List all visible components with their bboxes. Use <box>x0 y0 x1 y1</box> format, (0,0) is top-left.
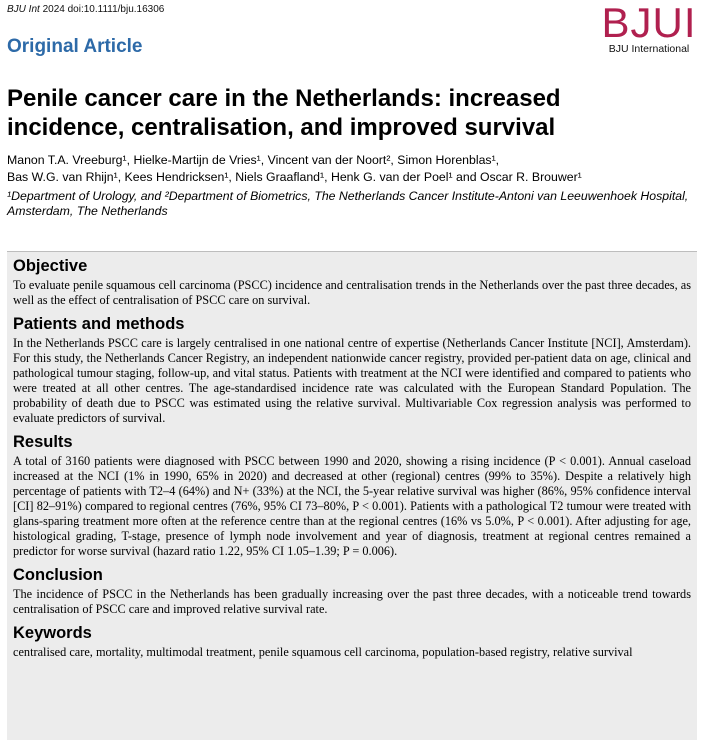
journal-citation <box>7 4 164 15</box>
logo-mark: BJUI <box>601 0 697 46</box>
authors-line-2 <box>7 169 687 186</box>
author-list <box>7 152 687 186</box>
keywords-heading: Keywords <box>13 624 92 642</box>
results-text: A total of 3160 patients were diagnosed with PSCC between 1990 and 2020, showing a rising incidence (P < 0.001). Annual caseload increased at the NCI (1% in 1990, 65% in 2020) and decreased at other (regional) centres (99% to 35%). Despite a relatively high percentage of patients with T2–4 (64%) and N+ (33%) at the NCI, the 5-year relative survival was higher (86%, 95% confidence interval [CI] 82–91%) compared to regional centres (76%, 95% CI 73–80%, P < 0.001). Patients with a pathological T2 tumour were treated with glans-sparing treatment more often at the reference centre than at the regional centres (16% vs 5.0%, P < 0.001). After adjusting for age, histological grading, T-stage, presence of lymph node involvement and year of diagnosis, treatment at regional centres remained a predictor for worse survival (hazard ratio 1.22, 95% CI 1.05–1.39; P = 0.006). <box>13 454 691 558</box>
journal-doi: 2024 doi:10.1111/bju.16306 <box>39 4 165 15</box>
article-type: Original Article <box>7 36 143 57</box>
affiliations: ¹Department of Urology, and ²Department of Biometrics, The Netherlands Cancer Institute-Antoni van Leeuwenhoek Hospital, Amsterdam, The Netherlands <box>7 189 689 218</box>
authors-text-1: Manon T.A. Vreeburg¹, Hielke-Martijn de Vries¹, Vincent van der Noort², Simon Horenblas¹, <box>7 153 500 167</box>
journal-name: BJU Int <box>7 4 40 15</box>
objective-heading: Objective <box>13 257 88 275</box>
methods-heading: Patients and methods <box>13 315 185 333</box>
authors-line-1 <box>7 152 687 169</box>
conclusion-heading: Conclusion <box>13 566 103 584</box>
abstract-box <box>7 251 697 740</box>
results-heading: Results <box>13 433 73 451</box>
methods-text: In the Netherlands PSCC care is largely centralised in one national centre of expertise (Netherlands Cancer Institute [NCI], Amsterdam). For this study, the Netherlands Cancer Registry, an independent nationwide cancer registry, provided per-patient data on age, clinical and pathological tumour staging, follow-up, and vital status. Patients with treatment at the NCI were identified and compared to patients who were treated at all other centres. The age-standardised incidence rate was calculated with the European Standard Population. The probability of death due to PSCC was estimated using the relative survival. Multivariable Cox regression analysis was performed to evaluate predictors of survival. <box>13 336 691 425</box>
conclusion-text: The incidence of PSCC in the Netherlands has been gradually increasing over the past three decades, with a noticeable trend towards centralisation of PSCC care and improved relative survival rate. <box>13 587 691 616</box>
authors-text-2: Bas W.G. van Rhijn¹, Kees Hendricksen¹, Niels Graafland¹, Henk G. van der Poel¹ and Oscar R. Brouwer¹ <box>7 170 582 184</box>
keywords-text: centralised care, mortality, multimodal treatment, penile squamous cell carcinoma, population-based registry, relative survival <box>13 645 633 659</box>
logo-subtitle: BJU International <box>608 43 690 55</box>
objective-text: To evaluate penile squamous cell carcinoma (PSCC) incidence and centralisation trends in the Netherlands over the past three decades, as well as the effect of centralisation of PSCC care on survival. <box>13 278 691 307</box>
article-title: Penile cancer care in the Netherlands: increased incidence, centralisation, and improved survival <box>7 85 561 141</box>
journal-logo <box>599 2 699 55</box>
